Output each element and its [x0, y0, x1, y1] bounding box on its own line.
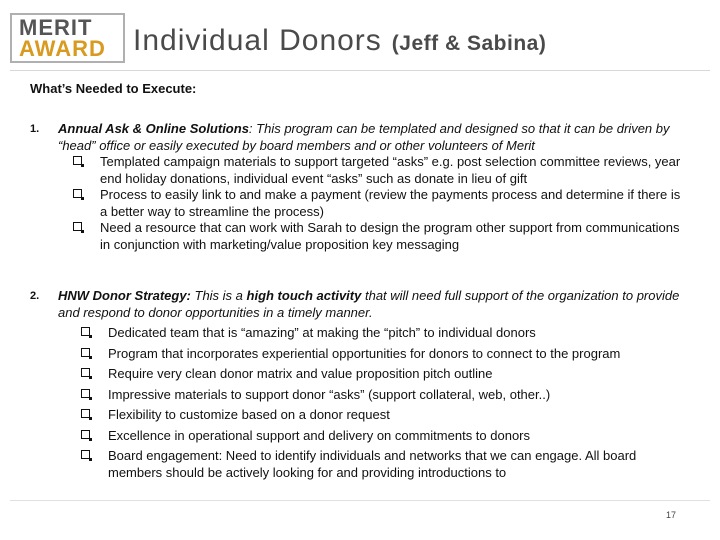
item-heading: HNW Donor Strategy: [58, 288, 191, 303]
bullet-text: Process to easily link to and make a payment (review the payments process and determine if there is a better way to streamline the process) [100, 187, 681, 219]
checkbox-bullet-icon [81, 430, 90, 439]
page-title [133, 24, 546, 58]
bullet-text: Require very clean donor matrix and value proposition pitch outline [108, 366, 493, 381]
bullet-text: Need a resource that can work with Sarah to design the program other support from communications in conjunction with marketing/value proposition key messaging [100, 220, 680, 252]
item-number: 1. [30, 123, 40, 135]
bullet-text: Templated campaign materials to support targeted “asks” e.g. post selection committee reviews, year end holiday donations, individual event “asks” such as donate in lieu of gift [100, 154, 681, 186]
section-heading: What’s Needed to Execute: [30, 81, 197, 96]
bullet-text: Excellence in operational support and delivery on commitments to donors [108, 427, 531, 443]
bullet-item [58, 325, 690, 342]
checkbox-bullet-icon [73, 222, 82, 231]
item-body [58, 288, 690, 481]
bullet-text: Dedicated team that is “amazing” at making the “pitch” to individual donors [108, 325, 536, 340]
checkbox-bullet-icon [81, 327, 90, 336]
item-number: 2. [30, 290, 40, 302]
footer-divider [10, 500, 710, 501]
item-body [58, 121, 690, 253]
bullet-item [58, 187, 690, 220]
item-heading: Annual Ask & Online Solutions [58, 121, 249, 136]
checkbox-bullet-icon [73, 156, 82, 165]
item-intro-emphasis: high touch activity [246, 288, 362, 303]
bullet-list [58, 325, 690, 481]
bullet-text: Program that incorporates experiential opportunities for donors to connect to the program [108, 345, 621, 361]
bullet-item [58, 346, 690, 363]
checkbox-bullet-icon [73, 189, 82, 198]
bullet-item [58, 387, 690, 404]
bullet-item [58, 366, 690, 383]
bullet-text: Impressive materials to support donor “asks” (support collateral, web, other..) [108, 386, 551, 402]
checkbox-bullet-icon [81, 368, 90, 377]
header-divider [10, 70, 710, 71]
bullet-text: Flexibility to customize based on a donor request [108, 407, 390, 422]
checkbox-bullet-icon [81, 348, 90, 357]
list-item-annual-ask [30, 121, 690, 253]
logo-line-merit: MERIT [19, 15, 93, 40]
bullet-item [58, 220, 690, 253]
checkbox-bullet-icon [81, 389, 90, 398]
item-intro-part-a: This is a [190, 288, 247, 303]
list-item-hnw-donor-strategy [30, 288, 690, 481]
checkbox-bullet-icon [81, 409, 90, 418]
page-number: 17 [665, 510, 676, 520]
bullet-text: Board engagement: Need to identify individuals and networks that we can engage. All board members should be actively looking for and providing introductions to [108, 448, 637, 480]
logo-line-award: AWARD [19, 36, 106, 61]
bullet-item [58, 428, 690, 445]
item-intro: : This program can be templated and designed so that it can be driven by “head” office or easily executed by board members and or other volunteers of Merit [58, 121, 670, 153]
merit-award-logo [10, 13, 125, 63]
item-intro-part-b: that will need full support of the organization to provide and respond to donor opportunities in a timely manner. [58, 288, 680, 320]
bullet-item [58, 407, 690, 424]
title-subtitle: (Jeff & Sabina) [391, 32, 547, 55]
checkbox-bullet-icon [81, 450, 90, 459]
title-main: Individual Donors [133, 24, 382, 57]
bullet-item [58, 448, 690, 481]
bullet-list [58, 154, 690, 253]
bullet-item [58, 154, 690, 187]
